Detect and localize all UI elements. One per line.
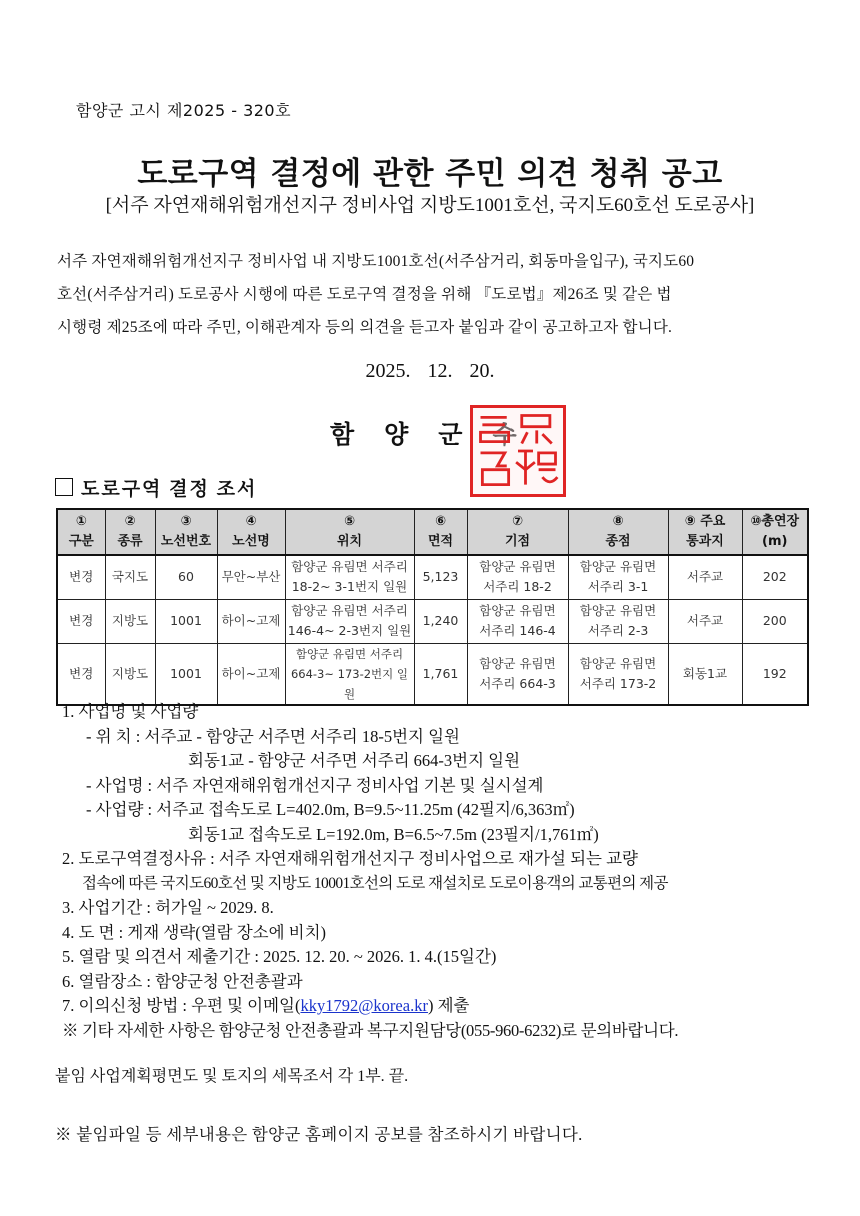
column-header: ⑨ 주요 통과지 [668, 509, 742, 555]
item-1-quantity: - 사업량 : 서주교 접속도로 L=402.0m, B=9.5~11.25m (42필지/6,363㎡) [86, 800, 575, 819]
notice-number: 함양군 고시 제2025 - 320호 [76, 101, 292, 120]
issuer-name: 함양군수 [330, 420, 547, 449]
column-header: ⑦ 기점 [467, 509, 568, 555]
cell-type: 변경 [57, 555, 105, 599]
cell-start: 함양군 유림면 서주리 664-3 [467, 643, 568, 705]
notice-date: 2025. 12. 20. [365, 360, 495, 382]
table-header-row [57, 509, 808, 555]
cell-length: 202 [742, 555, 808, 599]
intro-paragraph [57, 245, 807, 344]
cell-area: 1,240 [414, 599, 467, 643]
cell-end: 함양군 유림면 서주리 173-2 [568, 643, 668, 705]
column-header: ⑤ 위치 [285, 509, 414, 555]
table-row [57, 599, 808, 643]
intro-line: 호선(서주삼거리) 도로공사 시행에 따른 도로구역 결정을 위해 『도로법』제26조 및 같은 법 [57, 286, 672, 303]
cell-route-no: 1001 [155, 643, 217, 705]
cell-route-name: 하이~고제 [217, 643, 285, 705]
column-header: ⑧ 종점 [568, 509, 668, 555]
item-2-reason: 2. 도로구역결정사유 : 서주 자연재해위험개선지구 정비사업으로 재가설 되는 교량 [62, 849, 638, 868]
cell-area: 5,123 [414, 555, 467, 599]
cell-route-name: 하이~고제 [217, 599, 285, 643]
project-details [62, 700, 678, 1043]
official-seal-icon [470, 405, 566, 497]
section-heading [55, 474, 257, 501]
item-1-title: 1. 사업명 및 사업량 [62, 702, 199, 721]
item-6-viewing-place: 6. 열람장소 : 함양군청 안전총괄과 [62, 971, 303, 991]
cell-type: 변경 [57, 599, 105, 643]
cell-area: 1,761 [414, 643, 467, 705]
item-7-objection: 7. 이의신청 방법 : 우편 및 이메일(kky1792@korea.kr) 제출 [62, 996, 470, 1015]
checkbox-square-icon [55, 478, 73, 496]
cell-type: 변경 [57, 643, 105, 705]
cell-length: 192 [742, 643, 808, 705]
column-header: ③ 노선번호 [155, 509, 217, 555]
item-4-drawings: 4. 도 면 : 게재 생략(열람 장소에 비치) [62, 922, 327, 942]
contact-note: ※ 기타 자세한 사항은 함양군청 안전총괄과 복구지원담당(055-960-6232)로 문의바랍니다. [62, 1020, 679, 1040]
cell-location: 함양군 유림면 서주리 18-2~ 3-1번지 일원 [285, 555, 414, 599]
section-title: 도로구역 결정 조서 [81, 479, 258, 500]
cell-route-name: 무안~부산 [217, 555, 285, 599]
cell-route-no: 1001 [155, 599, 217, 643]
table-row [57, 643, 808, 705]
item-1-location: - 위 치 : 서주교 - 함양군 서주면 서주리 18-5번지 일원 [86, 726, 460, 746]
cell-kind: 지방도 [105, 599, 155, 643]
column-header: ④ 노선명 [217, 509, 285, 555]
cell-end: 함양군 유림면 서주리 2-3 [568, 599, 668, 643]
footer-note: ※ 붙임파일 등 세부내용은 함양군 홈페이지 공보를 참조하시기 바랍니다. [55, 1125, 583, 1144]
cell-kind: 국지도 [105, 555, 155, 599]
page-title: 도로구역 결정에 관한 주민 의견 청취 공고 [137, 156, 723, 192]
intro-line: 시행령 제25조에 따라 주민, 이해관계자 등의 의견을 듣고자 붙임과 같이 공고하고자 합니다. [57, 319, 673, 336]
column-header: ① 구분 [57, 509, 105, 555]
cell-location: 함양군 유림면 서주리 664-3~ 173-2번지 일원 [285, 643, 414, 705]
attachment-note: 붙임 사업계획평면도 및 토지의 세목조서 각 1부. 끝. [55, 1068, 409, 1085]
cell-start: 함양군 유림면 서주리 146-4 [467, 599, 568, 643]
table-row [57, 555, 808, 599]
cell-route-no: 60 [155, 555, 217, 599]
column-header: ② 종류 [105, 509, 155, 555]
cell-via: 회동1교 [668, 643, 742, 705]
cell-kind: 지방도 [105, 643, 155, 705]
cell-start: 함양군 유림면 서주리 18-2 [467, 555, 568, 599]
cell-length: 200 [742, 599, 808, 643]
cell-via: 서주교 [668, 555, 742, 599]
item-1-location-2: 회동1교 - 함양군 서주면 서주리 664-3번지 일원 [188, 751, 521, 770]
item-3-period: 3. 사업기간 : 허가일 ~ 2029. 8. [62, 898, 274, 917]
intro-line: 서주 자연재해위험개선지구 정비사업 내 지방도1001호선(서주삼거리, 회동마을입구), 국지도60 [57, 253, 695, 270]
email-link[interactable]: kky1792@korea.kr [300, 996, 428, 1015]
column-header: ⑩총연장 (m) [742, 509, 808, 555]
cell-via: 서주교 [668, 599, 742, 643]
cell-end: 함양군 유림면 서주리 3-1 [568, 555, 668, 599]
item-5-viewing-period: 5. 열람 및 의견서 제출기간 : 2025. 12. 20. ~ 2026. 1. 4.(15일간) [62, 947, 497, 966]
road-zone-table [56, 508, 809, 706]
cell-location: 함양군 유림면 서주리 146-4~ 2-3번지 일원 [285, 599, 414, 643]
item-1-quantity-2: 회동1교 접속도로 L=192.0m, B=6.5~7.5m (23필지/1,761㎡) [188, 824, 599, 844]
item-2-reason-cont: 접속에 따른 국지도60호선 및 지방도 10001호선의 도로 재설치로 도로이용객의 교통편의 제공 [82, 874, 668, 892]
item-1-project-name: - 사업명 : 서주 자연재해위험개선지구 정비사업 기본 및 실시설계 [86, 775, 544, 795]
column-header: ⑥ 면적 [414, 509, 467, 555]
page-subtitle: [서주 자연재해위험개선지구 정비사업 지방도1001호선, 국지도60호선 도로공사] [105, 195, 755, 216]
